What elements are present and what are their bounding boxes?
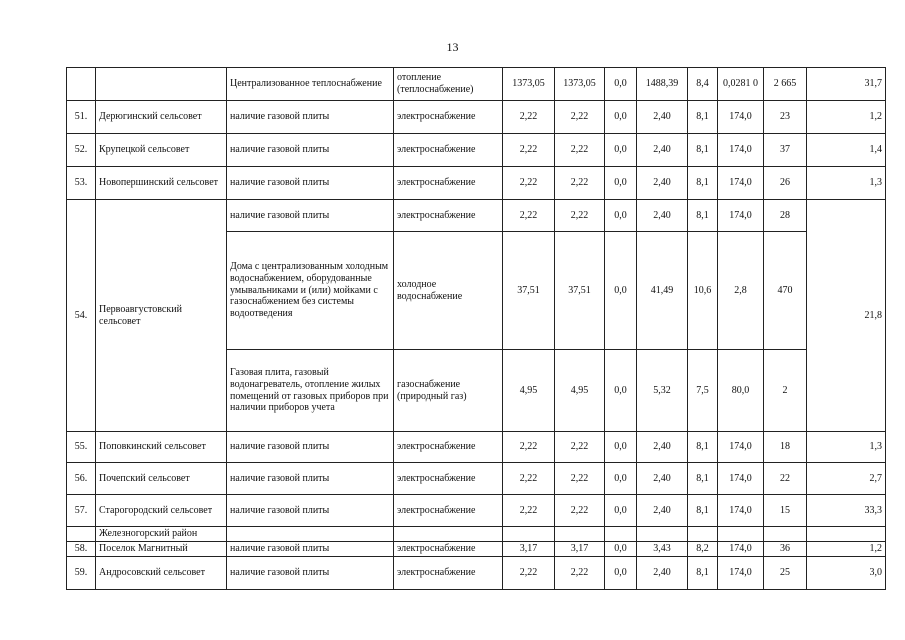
municipality-name: Почепский сельсовет [96, 463, 227, 495]
value-cell: 21,8 [807, 200, 886, 432]
housing-description: Дома с централизованным холодным водоснабжением, оборудованные умывальниками и (или) мойками с газоснабжением без системы водоотведения [227, 232, 394, 350]
empty-cell [227, 527, 394, 542]
empty-cell [688, 527, 718, 542]
value-cell: 1,3 [807, 432, 886, 463]
table-row [67, 200, 886, 232]
value-cell: 8,2 [688, 542, 718, 557]
value-cell: 2,40 [637, 495, 688, 527]
value-cell: 174,0 [718, 167, 764, 200]
district-row [67, 527, 886, 542]
value-cell: 0,0 [605, 134, 637, 167]
empty-cell [764, 527, 807, 542]
row-number: 51. [67, 101, 96, 134]
value-cell: 8,1 [688, 495, 718, 527]
value-cell: 37,51 [503, 232, 555, 350]
value-cell: 5,32 [637, 350, 688, 432]
value-cell: 2,22 [503, 200, 555, 232]
utility-service: холодное водоснабжение [394, 232, 503, 350]
value-cell: 0,0 [605, 542, 637, 557]
value-cell: 2,22 [555, 167, 605, 200]
empty-cell [807, 527, 886, 542]
value-cell: 2,40 [637, 432, 688, 463]
value-cell: 2 665 [764, 68, 807, 101]
value-cell: 25 [764, 557, 807, 590]
empty-cell [637, 527, 688, 542]
empty-cell [555, 527, 605, 542]
value-cell: 2,7 [807, 463, 886, 495]
empty-cell [605, 527, 637, 542]
value-cell: 1488,39 [637, 68, 688, 101]
value-cell: 31,7 [807, 68, 886, 101]
row-number: 54. [67, 200, 96, 432]
table-row [67, 134, 886, 167]
utility-service: электроснабжение [394, 557, 503, 590]
value-cell: 7,5 [688, 350, 718, 432]
district-heading: Железногорский район [96, 527, 227, 542]
value-cell: 3,43 [637, 542, 688, 557]
value-cell: 10,6 [688, 232, 718, 350]
value-cell: 2,40 [637, 557, 688, 590]
value-cell: 2,40 [637, 167, 688, 200]
value-cell: 4,95 [503, 350, 555, 432]
value-cell: 8,4 [688, 68, 718, 101]
utility-service: газоснабжение (природный газ) [394, 350, 503, 432]
value-cell: 174,0 [718, 542, 764, 557]
value-cell: 0,0 [605, 432, 637, 463]
value-cell: 8,1 [688, 432, 718, 463]
housing-description: наличие газовой плиты [227, 101, 394, 134]
value-cell: 8,1 [688, 101, 718, 134]
value-cell: 0,0 [605, 463, 637, 495]
tariff-table [66, 67, 886, 590]
value-cell: 2,22 [555, 557, 605, 590]
table-row [67, 167, 886, 200]
value-cell: 2 [764, 350, 807, 432]
value-cell: 37 [764, 134, 807, 167]
value-cell: 2,40 [637, 200, 688, 232]
value-cell: 15 [764, 495, 807, 527]
page-number: 13 [446, 40, 459, 54]
row-number: 53. [67, 167, 96, 200]
row-number: 52. [67, 134, 96, 167]
empty-cell [394, 527, 503, 542]
value-cell: 0,0 [605, 68, 637, 101]
value-cell: 2,22 [503, 557, 555, 590]
row-number [67, 68, 96, 101]
value-cell: 174,0 [718, 200, 764, 232]
value-cell: 470 [764, 232, 807, 350]
table-row [67, 542, 886, 557]
housing-description: наличие газовой плиты [227, 432, 394, 463]
housing-description: Газовая плита, газовый водонагреватель, отопление жилых помещений от газовых приборов при наличии приборов учета [227, 350, 394, 432]
value-cell: 4,95 [555, 350, 605, 432]
value-cell: 174,0 [718, 134, 764, 167]
empty-cell [718, 527, 764, 542]
utility-service: отопление (теплоснабжение) [394, 68, 503, 101]
utility-service: электроснабжение [394, 167, 503, 200]
utility-service: электроснабжение [394, 495, 503, 527]
value-cell: 3,17 [503, 542, 555, 557]
value-cell: 2,22 [503, 101, 555, 134]
value-cell: 1,2 [807, 542, 886, 557]
value-cell: 0,0 [605, 101, 637, 134]
housing-description: Централизованное теплоснабжение [227, 68, 394, 101]
empty-cell [67, 527, 96, 542]
municipality-name: Дерюгинский сельсовет [96, 101, 227, 134]
housing-description: наличие газовой плиты [227, 134, 394, 167]
value-cell: 2,22 [503, 432, 555, 463]
value-cell: 3,17 [555, 542, 605, 557]
value-cell: 2,22 [503, 463, 555, 495]
housing-description: наличие газовой плиты [227, 557, 394, 590]
housing-description: наличие газовой плиты [227, 200, 394, 232]
row-number: 55. [67, 432, 96, 463]
table-row [67, 495, 886, 527]
value-cell: 8,1 [688, 134, 718, 167]
value-cell: 2,22 [555, 101, 605, 134]
value-cell: 2,22 [503, 167, 555, 200]
value-cell: 0,0 [605, 350, 637, 432]
value-cell: 2,22 [503, 134, 555, 167]
value-cell: 2,22 [555, 200, 605, 232]
value-cell: 0,0281 0 [718, 68, 764, 101]
value-cell: 0,0 [605, 167, 637, 200]
value-cell: 174,0 [718, 495, 764, 527]
value-cell: 37,51 [555, 232, 605, 350]
value-cell: 0,0 [605, 495, 637, 527]
municipality-name: Крупецкой сельсовет [96, 134, 227, 167]
value-cell: 174,0 [718, 432, 764, 463]
table-row [67, 68, 886, 101]
value-cell: 2,40 [637, 134, 688, 167]
utility-service: электроснабжение [394, 542, 503, 557]
row-number: 58. [67, 542, 96, 557]
row-number: 56. [67, 463, 96, 495]
utility-service: электроснабжение [394, 463, 503, 495]
value-cell: 3,0 [807, 557, 886, 590]
value-cell: 1,2 [807, 101, 886, 134]
value-cell: 41,49 [637, 232, 688, 350]
value-cell: 174,0 [718, 557, 764, 590]
value-cell: 1,3 [807, 167, 886, 200]
value-cell: 22 [764, 463, 807, 495]
value-cell: 18 [764, 432, 807, 463]
municipality-name: Андросовский сельсовет [96, 557, 227, 590]
utility-service: электроснабжение [394, 200, 503, 232]
value-cell: 23 [764, 101, 807, 134]
value-cell: 2,22 [555, 432, 605, 463]
value-cell: 0,0 [605, 200, 637, 232]
empty-cell [503, 527, 555, 542]
municipality-name: Первоавгустовский сельсовет [96, 200, 227, 432]
value-cell: 8,1 [688, 463, 718, 495]
value-cell: 174,0 [718, 463, 764, 495]
value-cell: 2,22 [555, 495, 605, 527]
value-cell: 2,40 [637, 101, 688, 134]
value-cell: 80,0 [718, 350, 764, 432]
value-cell: 0,0 [605, 557, 637, 590]
value-cell: 2,8 [718, 232, 764, 350]
utility-service: электроснабжение [394, 134, 503, 167]
table-row [67, 557, 886, 590]
value-cell: 1,4 [807, 134, 886, 167]
housing-description: наличие газовой плиты [227, 167, 394, 200]
row-number: 57. [67, 495, 96, 527]
municipality-name: Новопершинский сельсовет [96, 167, 227, 200]
table-row [67, 463, 886, 495]
value-cell: 8,1 [688, 200, 718, 232]
value-cell: 26 [764, 167, 807, 200]
utility-service: электроснабжение [394, 432, 503, 463]
municipality-name [96, 68, 227, 101]
value-cell: 36 [764, 542, 807, 557]
value-cell: 8,1 [688, 167, 718, 200]
value-cell: 1373,05 [503, 68, 555, 101]
value-cell: 1373,05 [555, 68, 605, 101]
value-cell: 2,22 [503, 495, 555, 527]
value-cell: 28 [764, 200, 807, 232]
value-cell: 8,1 [688, 557, 718, 590]
value-cell: 33,3 [807, 495, 886, 527]
value-cell: 0,0 [605, 232, 637, 350]
housing-description: наличие газовой плиты [227, 463, 394, 495]
housing-description: наличие газовой плиты [227, 495, 394, 527]
municipality-name: Старогородский сельсовет [96, 495, 227, 527]
municipality-name: Поселок Магнитный [96, 542, 227, 557]
value-cell: 2,22 [555, 134, 605, 167]
housing-description: наличие газовой плиты [227, 542, 394, 557]
municipality-name: Поповкинский сельсовет [96, 432, 227, 463]
value-cell: 174,0 [718, 101, 764, 134]
table-row [67, 101, 886, 134]
row-number: 59. [67, 557, 96, 590]
table-row [67, 432, 886, 463]
utility-service: электроснабжение [394, 101, 503, 134]
value-cell: 2,40 [637, 463, 688, 495]
value-cell: 2,22 [555, 463, 605, 495]
